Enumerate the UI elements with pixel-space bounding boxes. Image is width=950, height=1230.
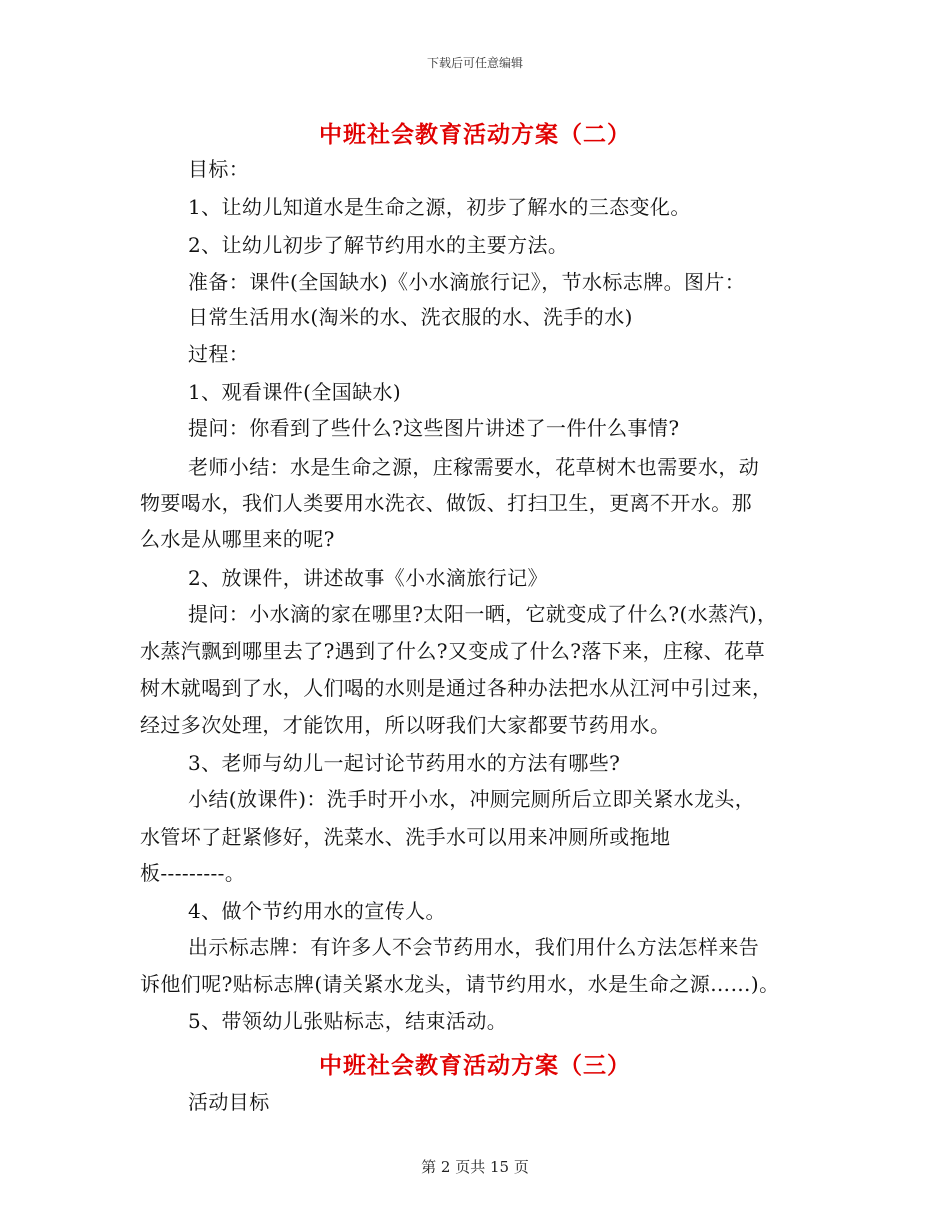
- paragraph-line: 2、放课件，讲述故事《小水滴旅行记》: [188, 566, 548, 590]
- paragraph-line: 准备：课件(全国缺水)《小水滴旅行记》，节水标志牌。图片：: [188, 270, 746, 294]
- paragraph-line: 日常生活用水(淘米的水、洗衣服的水、洗手的水): [188, 305, 633, 329]
- paragraph-line: 出示标志牌：有许多人不会节药用水，我们用什么方法怎样来告: [188, 935, 760, 959]
- paragraph-line: 板---------。: [140, 861, 246, 885]
- paragraph-line: 物要喝水，我们人类要用水洗衣、做饭、打扫卫生，更离不开水。那: [140, 491, 752, 515]
- paragraph-line: 目标：: [188, 157, 250, 181]
- paragraph-line: 水蒸汽飘到哪里去了?遇到了什么?又变成了什么?落下来，庄稼、花草: [140, 639, 765, 663]
- paragraph-line: 3、老师与幼儿一起讨论节药用水的方法有哪些?: [188, 751, 621, 775]
- paragraph-line: 2、让幼儿初步了解节约用水的主要方法。: [188, 233, 569, 257]
- paragraph-line: 1、观看课件(全国缺水): [188, 380, 402, 404]
- paragraph-line: 5、带领幼儿张贴标志，结束活动。: [188, 1009, 508, 1033]
- paragraph-line: 诉他们呢?贴标志牌(请关紧水龙头，请节约用水，水是生命之源……)。: [140, 972, 780, 996]
- paragraph-line: 经过多次处理，才能饮用，所以呀我们大家都要节药用水。: [140, 713, 671, 737]
- paragraph-line: 过程：: [188, 342, 250, 366]
- paragraph-line: 活动目标: [188, 1090, 270, 1114]
- paragraph-line: 水管坏了赶紧修好，洗菜水、洗手水可以用来冲厕所或拖地: [140, 825, 671, 849]
- paragraph-line: 么水是从哪里来的呢?: [140, 527, 335, 551]
- page-header: 下载后可任意编辑: [426, 56, 523, 70]
- section-title-3: 中班社会教育活动方案（三）: [319, 1052, 631, 1079]
- paragraph-line: 1、让幼儿知道水是生命之源，初步了解水的三态变化。: [188, 195, 691, 219]
- section-title-2: 中班社会教育活动方案（二）: [319, 121, 631, 148]
- paragraph-line: 提问：你看到了些什么?这些图片讲述了一件什么事情?: [188, 416, 680, 440]
- paragraph-line: 提问：小水滴的家在哪里?太阳一晒，它就变成了什么?(水蒸汽)，: [188, 602, 778, 626]
- page-footer: 第 2 页共 15 页: [421, 1158, 529, 1176]
- paragraph-line: 小结(放课件)：洗手时开小水，冲厕完厕所后立即关紧水龙头，: [188, 787, 756, 811]
- paragraph-line: 4、做个节约用水的宣传人。: [188, 899, 446, 923]
- paragraph-line: 老师小结：水是生命之源，庄稼需要水，花草树木也需要水，动: [188, 455, 760, 479]
- paragraph-line: 树木就喝到了水，人们喝的水则是通过各种办法把水从江河中引过来，: [140, 676, 773, 700]
